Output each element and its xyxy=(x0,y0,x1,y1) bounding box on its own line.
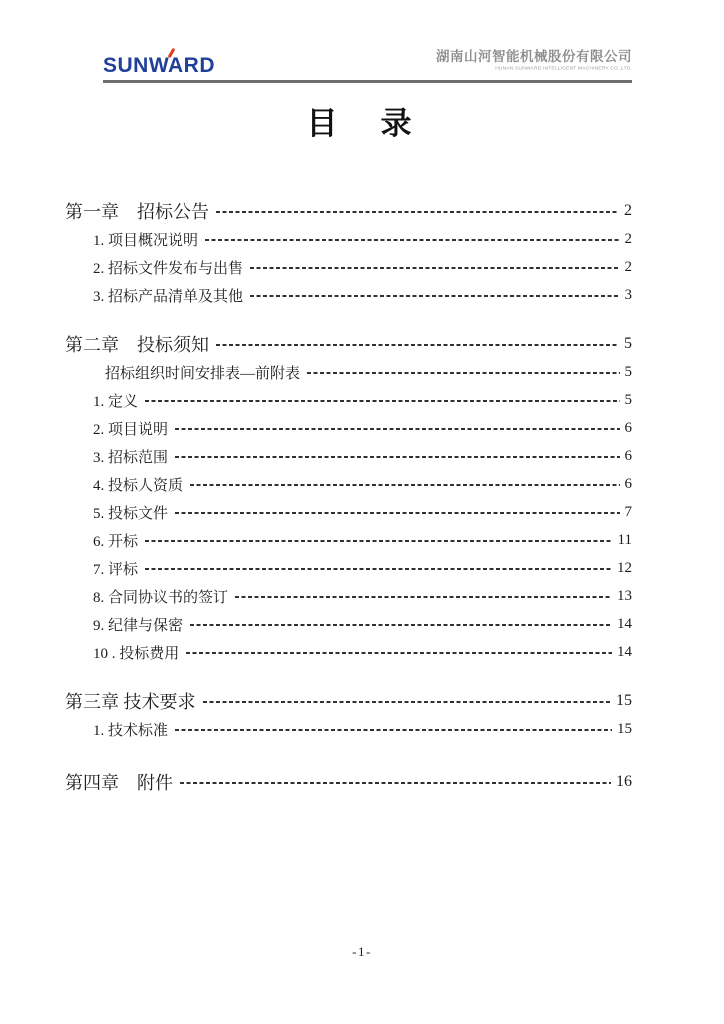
toc-entry-page: 15 xyxy=(616,692,632,709)
dash-leader xyxy=(145,400,619,402)
dash-leader xyxy=(175,428,619,430)
toc-entry-page: 14 xyxy=(617,615,632,632)
toc-entry xyxy=(65,610,632,638)
toc-entry-label: 第三章 技术要求 xyxy=(65,692,196,712)
toc-entry xyxy=(65,225,632,253)
toc-entry-label: 2. 项目说明 xyxy=(93,421,169,438)
toc-entry-label: 招标组织时间安排表—前附表 xyxy=(105,365,301,382)
table-of-contents xyxy=(65,197,632,796)
sunward-logo xyxy=(103,55,215,77)
toc-entry-label: 1. 技术标准 xyxy=(93,722,169,739)
toc-entry-page: 2 xyxy=(624,202,632,219)
company-name-en: HUNAN SUNWARD INTELLIGENT MACHINERY CO.,LTD. xyxy=(495,65,632,71)
toc-entry xyxy=(65,526,632,554)
toc-entry xyxy=(65,554,632,582)
toc-entry-page: 3 xyxy=(624,286,632,303)
toc-entry xyxy=(65,358,632,386)
toc-entry-label: 第四章 附件 xyxy=(65,773,173,793)
header-rule xyxy=(103,80,632,83)
toc-entry-page: 6 xyxy=(624,419,632,436)
dash-leader xyxy=(190,484,619,486)
toc-entry-label: 9. 纪律与保密 xyxy=(93,617,184,634)
toc-entry-page: 14 xyxy=(617,643,632,660)
toc-entry-page: 5 xyxy=(624,363,632,380)
toc-entry xyxy=(65,330,632,358)
toc-entry-page: 2 xyxy=(624,230,632,247)
toc-entry xyxy=(65,386,632,414)
dash-leader xyxy=(250,295,619,297)
dash-leader xyxy=(186,652,612,654)
toc-entry-page: 6 xyxy=(624,447,632,464)
toc-entry-page: 11 xyxy=(617,531,632,548)
toc-entry xyxy=(65,197,632,225)
dash-leader xyxy=(175,512,619,514)
dash-leader xyxy=(203,701,612,703)
dash-leader xyxy=(235,596,612,598)
dash-leader xyxy=(250,267,619,269)
toc-entry-page: 15 xyxy=(617,720,632,737)
page-header xyxy=(103,48,632,81)
dash-leader xyxy=(190,624,612,626)
dash-leader xyxy=(205,239,619,241)
sunward-logo-text: SUNWARD xyxy=(103,54,215,77)
toc-entry-page: 7 xyxy=(624,503,632,520)
toc-entry-label: 3. 招标范围 xyxy=(93,449,169,466)
company-name-block xyxy=(436,50,632,72)
toc-entry-page: 5 xyxy=(624,391,632,408)
toc-entry-page: 2 xyxy=(624,258,632,275)
toc-entry xyxy=(65,470,632,498)
toc-entry-page: 12 xyxy=(617,559,632,576)
toc-entry-label: 第一章 招标公告 xyxy=(65,202,209,222)
toc-entry xyxy=(65,281,632,309)
toc-entry-page: 13 xyxy=(617,587,632,604)
toc-entry-label: 6. 开标 xyxy=(93,533,139,550)
dash-leader xyxy=(307,372,619,374)
toc-entry-label: 4. 投标人资质 xyxy=(93,477,184,494)
toc-entry xyxy=(65,442,632,470)
footer-page-number: -1- xyxy=(352,944,372,959)
toc-entry xyxy=(65,715,632,743)
toc-entry-label: 第二章 投标须知 xyxy=(65,335,209,355)
toc-entry xyxy=(65,253,632,281)
company-name-cn: 湖南山河智能机械股份有限公司 xyxy=(436,49,632,64)
dash-leader xyxy=(145,568,612,570)
toc-entry-label: 5. 投标文件 xyxy=(93,505,169,522)
toc-entry-label: 2. 招标文件发布与出售 xyxy=(93,260,244,277)
toc-entry xyxy=(65,498,632,526)
dash-leader xyxy=(180,782,611,784)
toc-entry xyxy=(65,414,632,442)
page-title: 目 录 xyxy=(306,106,418,141)
toc-entry-label: 3. 招标产品清单及其他 xyxy=(93,288,244,305)
toc-entry-page: 6 xyxy=(624,475,632,492)
toc-entry-label: 1. 项目概况说明 xyxy=(93,232,199,249)
toc-entry xyxy=(65,768,632,796)
toc-entry-label: 1. 定义 xyxy=(93,393,139,410)
toc-entry xyxy=(65,582,632,610)
dash-leader xyxy=(175,729,612,731)
dash-leader xyxy=(216,211,619,213)
dash-leader xyxy=(216,344,619,346)
dash-leader xyxy=(145,540,613,542)
toc-entry-page: 5 xyxy=(624,335,632,352)
toc-entry xyxy=(65,638,632,666)
toc-entry-label: 8. 合同协议书的签订 xyxy=(93,589,229,606)
dash-leader xyxy=(175,456,619,458)
toc-entry-label: 7. 评标 xyxy=(93,561,139,578)
toc-entry-page: 16 xyxy=(616,773,632,790)
toc-entry xyxy=(65,687,632,715)
toc-entry-label: 10 . 投标费用 xyxy=(93,645,180,662)
